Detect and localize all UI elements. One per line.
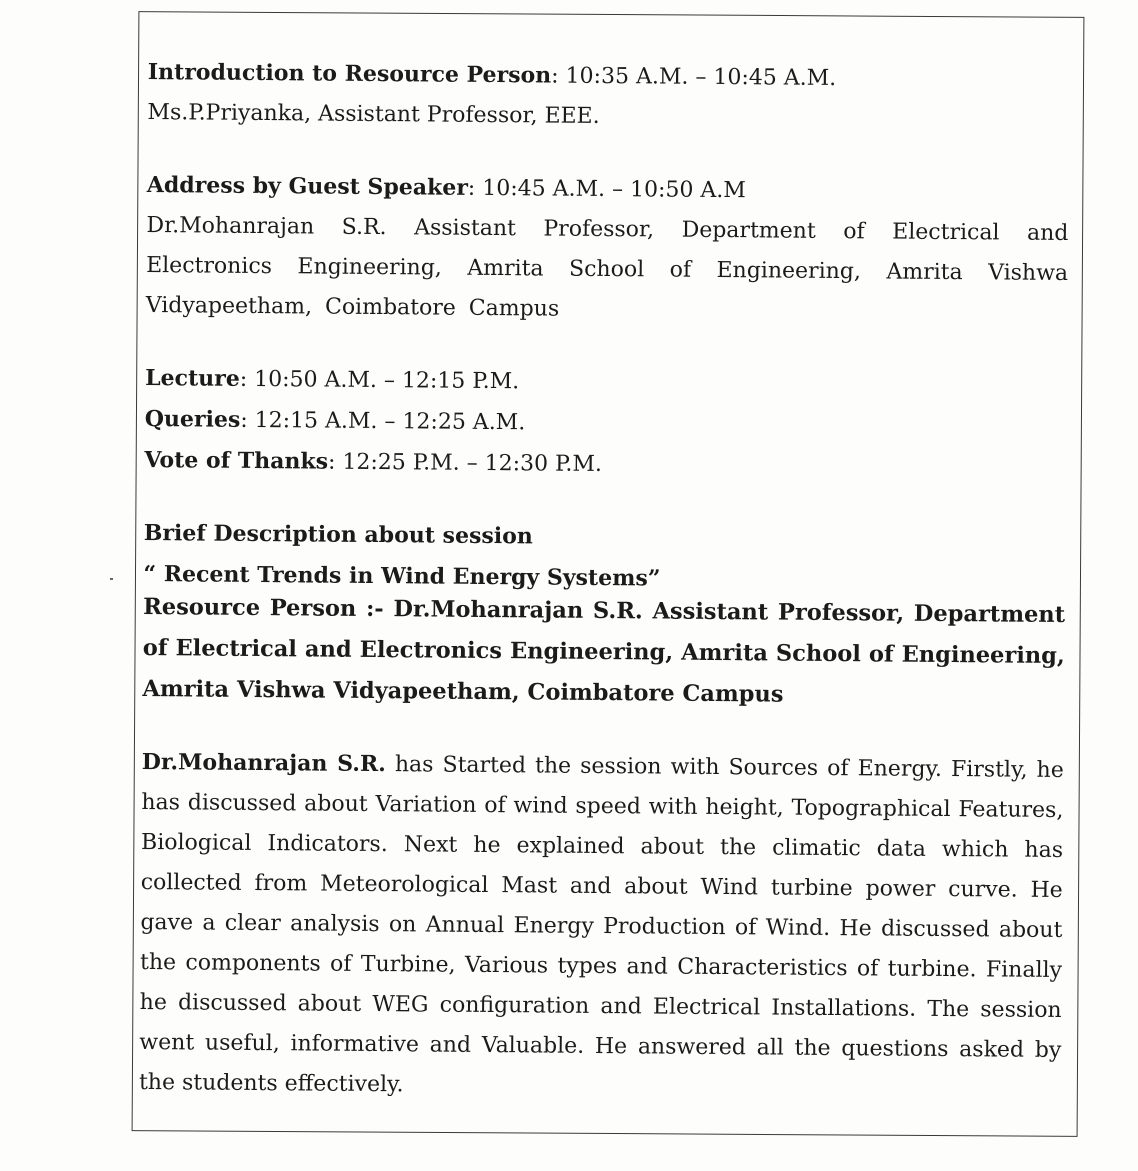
brief-heading: Brief Description about session (143, 519, 533, 550)
schedule-vote-time: : 12:25 P.M. – 12:30 P.M. (327, 449, 603, 477)
resource-person-block: Resource Person :- Dr.Mohanrajan S.R. Assistant Professor, Department of Electrical and Electronics Engineering, Amrita School of Engineering, Amrita Vishwa Vidyapeetham, Coimbatore Campus (142, 593, 1066, 708)
schedule-queries-label: Queries (144, 405, 241, 433)
intro-time: : 10:35 A.M. – 10:45 A.M. (551, 63, 837, 92)
intro-person: Ms.P.Priyanka, Assistant Professor, EEE. (147, 99, 600, 129)
session-description (139, 742, 1064, 1111)
schedule-lecture-label: Lecture (145, 364, 240, 392)
schedule-queries-time: : 12:15 A.M. – 12:25 A.M. (240, 407, 526, 436)
address-text: Dr.Mohanrajan S.R. Assistant Professor, Department of Electrical and Electronics Engineering, Amrita School of Engineering, Amrita Vishwa Vidyapeetham, Coimbatore Campus (145, 212, 1069, 322)
address-label: Address by Guest Speaker (146, 171, 468, 201)
address-time: : 10:45 A.M. – 10:50 A.M (467, 175, 746, 204)
schedule-vote-label: Vote of Thanks (144, 446, 329, 475)
document-content (139, 52, 1070, 1111)
session-topic: “ Recent Trends in Wind Energy Systems” (143, 560, 661, 592)
description-speaker: Dr.Mohanrajan S.R. (141, 748, 386, 778)
schedule-vote-of-thanks (144, 440, 1066, 489)
scan-speck (110, 578, 113, 580)
description-text: has Started the session with Sources of Energy. Firstly, he has discussed about Variation of wind speed with height, Topographical Features, Biological Indicators. Next he explained about the climatic data which has collected from Meteorological Mast and about Wind turbine power curve. He gave a clear analysis on Annual Energy Production of Wind. He discussed about the components of Turbine, Various types and Characteristics of turbine. Finally he discussed about WEG configuration and Electrical Installations. The session went useful, informative and Valuable. He answered all the questions asked by the students effectively. (138, 752, 1064, 1098)
intro-label: Introduction to Resource Person (147, 58, 552, 89)
schedule-lecture-time: : 10:50 A.M. – 12:15 P.M. (239, 366, 520, 395)
